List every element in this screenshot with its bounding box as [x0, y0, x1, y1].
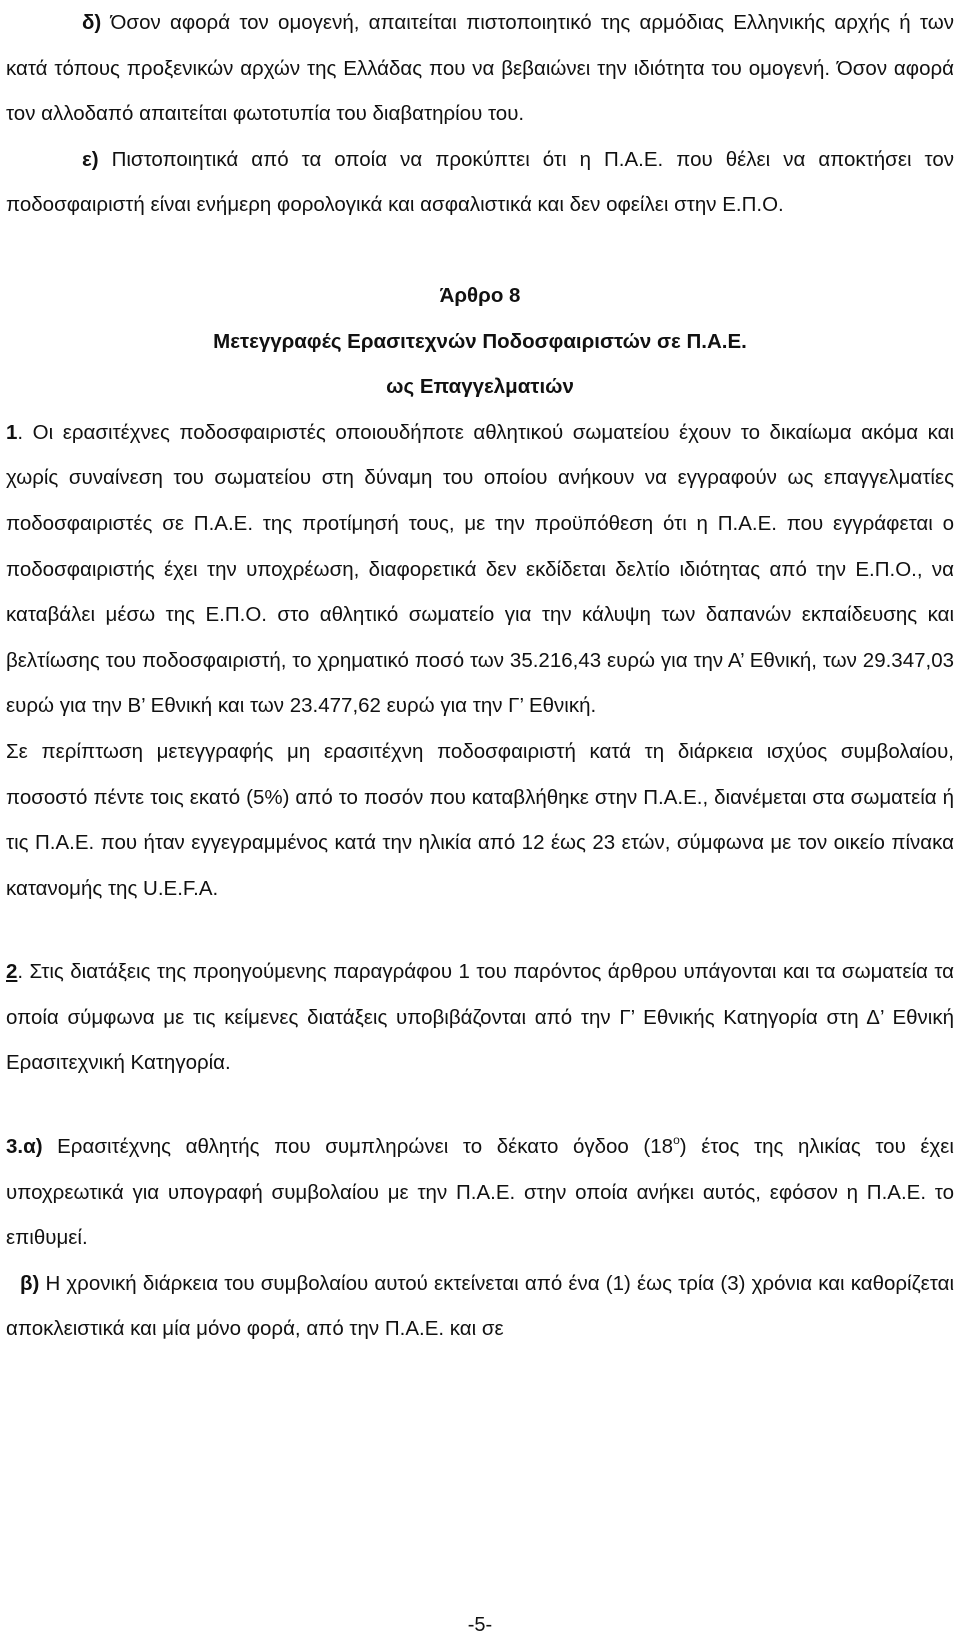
paragraph-3b: [6, 1261, 954, 1352]
ordinal-superscript: ο: [673, 1133, 680, 1148]
paragraph-3a: [6, 1124, 954, 1261]
paragraph-e-text: Πιστοποιητικά από τα οποία να προκύπτει ότι η Π.Α.Ε. που θέλει να αποκτήσει τον ποδοσφαιριστή είναι ενήμερη φορολογικά και ασφαλιστικά και δεν οφείλει στην Ε.Π.Ο.: [6, 147, 954, 217]
paragraph-d: [6, 0, 954, 137]
paragraph-3a-text: Ερασιτέχνης αθλητής που συμπληρώνει το δέκατο όγδοο (18: [42, 1135, 674, 1159]
paragraph-e-marker: ε): [82, 147, 99, 171]
spacer: [6, 911, 954, 949]
article-number: Άρθρο 8: [439, 283, 521, 307]
paragraph-2-text: . Στις διατάξεις της προηγούμενης παραγράφου 1 του παρόντος άρθρου υπάγονται και τα σωματεία τα οποία σύμφωνα με τις κείμενες διατάξεις υποβιβάζονται από την Γ’ Εθνικής Κατηγορία στη Δ’ Εθνική Ερασιτεχνική Κατηγορία.: [6, 960, 954, 1075]
article-title-line1: Μετεγγραφές Ερασιτεχνών Ποδοσφαιριστών σε Π.Α.Ε.: [213, 329, 747, 353]
paragraph-1: [6, 410, 954, 729]
paragraph-e: [6, 137, 954, 228]
spacer: [6, 228, 954, 273]
paragraph-3a-marker: 3.α): [6, 1135, 43, 1159]
paragraph-1-continued: Σε περίπτωση μετεγγραφής μη ερασιτέχνη ποδοσφαιριστή κατά τη διάρκεια ισχύος συμβολαίου, ποσοστό πέντε τοις εκατό (5%) από το ποσόν που καταβλήθηκε στην Π.Α.Ε., διανέμεται στα σωματεία ή τις Π.Α.Ε. που ήταν εγγεγραμμένος κατά την ηλικία από 12 έως 23 ετών, σύμφωνα με τον οικείο πίνακα κατανομής της U.E.F.A.: [6, 739, 954, 900]
paragraph-2: [6, 949, 954, 1086]
paragraph-3b-marker: β): [20, 1271, 40, 1295]
article-title-line2: ως Επαγγελματιών: [386, 375, 574, 399]
page-number: -5-: [467, 1614, 493, 1636]
paragraph-1-marker: 1: [6, 420, 18, 444]
paragraph-d-marker: δ): [82, 11, 102, 34]
paragraph-3a-text-rest: ) έτος της ηλικίας του έχει υποχρεωτικά για υπογραφή συμβολαίου με την Π.Α.Ε. στην οποία ανήκει αυτός, εφόσον η Π.Α.Ε. το επιθυμεί.: [6, 1135, 954, 1250]
paragraph-1-text: . Οι ερασιτέχνες ποδοσφαιριστές οποιουδήποτε αθλητικού σωματείου έχουν το δικαίωμα ακόμα και χωρίς συναίνεση του σωματείου στη δύναμη του οποίου ανήκουν να εγγραφούν ως επαγγελματίες ποδοσφαιριστές σε Π.Α.Ε. της προτίμησή τους, με την προϋπόθεση ότι η Π.Α.Ε. που εγγράφεται ο ποδοσφαιριστής έχει την υποχρέωση, διαφορετικά δεν εκδίδεται δελτίο ιδιότητας από την Ε.Π.Ο., να καταβάλει μέσω της Ε.Π.Ο. στο αθλητικό σωματείο για την κάλυψη των δαπανών εκπαίδευσης και βελτίωσης του ποδοσφαιριστή, το χρηματικό ποσό των 35.216,43 ευρώ για την Α’ Εθνική, των 29.347,03 ευρώ για την Β’ Εθνική και των 23.477,62 ευρώ για την Γ’ Εθνική.: [6, 420, 954, 718]
spacer: [6, 1086, 954, 1124]
paragraph-3b-text: Η χρονική διάρκεια του συμβολαίου αυτού εκτείνεται από ένα (1) έως τρία (3) χρόνια και καθορίζεται αποκλειστικά και μία μόνο φορά, από την Π.Α.Ε. και σε: [6, 1271, 954, 1341]
paragraph-d-text: Όσον αφορά τον ομογενή, απαιτείται πιστοποιητικό της αρμόδιας Ελληνικής αρχής ή των κατά τόπους προξενικών αρχών της Ελλάδας που να βεβαιώνει την ιδιότητα του ομογενή. Όσον αφορά τον αλλοδαπό απαιτείται φωτοτυπία του διαβατηρίου του.: [6, 11, 954, 126]
paragraph-2-marker: 2: [6, 960, 18, 984]
